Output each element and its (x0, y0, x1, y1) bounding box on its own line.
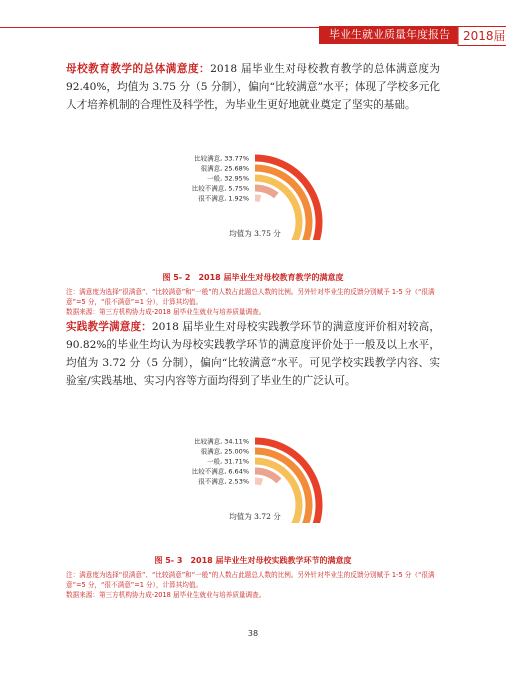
report-title (319, 26, 506, 44)
figure-caption-2: 图 5- 3 2018 届毕业生对母校实践教学环节的满意度 (154, 556, 352, 565)
chart2-label-3: 比较不满意, 6.64% (191, 467, 249, 476)
chart2-label-4: 很不满意, 2.53% (198, 477, 249, 486)
chart-practice-satisfaction (150, 423, 360, 523)
practice-satisfaction-heading: 实践教学满意度： (66, 321, 152, 333)
figure-note-1b: 数据来源：第三方机构协力成-2018 届毕业生就业与培养质量调查。 (66, 308, 266, 316)
overall-satisfaction-heading: 母校教育教学的总体满意度： (66, 63, 211, 75)
figure-notes-1 (66, 287, 446, 317)
radial-chart-1 (150, 140, 360, 240)
chart1-arc-4 (255, 198, 260, 199)
chart2-arc-4 (255, 481, 262, 482)
figure-note-1a: 注：满意度为选择“很满意”、“比较满意”和“一般”的人数占此题总人数的比例。另外针对毕业生的反馈分别赋予 1-5 分（“很满意”=5 分，“很不满意”=1 分），计算其均值。 (66, 288, 435, 306)
chart2-label-2: 一般, 31.71% (207, 457, 249, 466)
overall-satisfaction-body: 2018 届毕业生对母校教育教学的总体满意度为 92.40%，均值为 3.75 分（5 分制），偏向“比较满意”水平；体现了学校多元化人才培养机制的合理性及科学性，为毕业生更好地就业奠定了坚实的基础。 (66, 63, 441, 111)
report-year: 2018届 (458, 26, 506, 46)
chart1-arc-3 (255, 188, 276, 196)
chart1-label-4: 很不满意, 1.92% (198, 194, 249, 203)
practice-satisfaction-paragraph (66, 318, 440, 390)
figure-notes-2 (66, 570, 446, 600)
chart1-label-3: 比较不满意, 5.75% (191, 184, 249, 193)
chart1-mean-annotation: 均值为 3.75 分 (229, 229, 281, 238)
chart2-mean-annotation: 均值为 3.72 分 (229, 512, 281, 521)
chart-overall-satisfaction (150, 140, 360, 240)
chart1-label-0: 比较满意, 33.77% (194, 154, 249, 163)
chart1-label-1: 很满意, 25.68% (200, 164, 249, 173)
chart1-label-2: 一般, 32.95% (207, 174, 249, 183)
chart2-label-0: 比较满意, 34.11% (194, 437, 249, 446)
report-title-text: 毕业生就业质量年度报告 (329, 28, 450, 41)
page-number: 38 (247, 629, 259, 638)
radial-chart-2 (150, 423, 360, 523)
chart2-label-1: 很满意, 25.00% (200, 447, 249, 456)
figure-caption-1: 图 5- 2 2018 届毕业生对母校教育教学的满意度 (162, 273, 344, 282)
figure-note-2a: 注：满意度为选择“很满意”、“比较满意”和“一般”的人数占此题总人数的比例。另外针对毕业生的反馈分别赋予 1-5 分（“很满意”=5 分，“很不满意”=1 分），计算其均值。 (66, 571, 435, 589)
figure-note-2b: 数据来源：第三方机构协力成-2018 届毕业生就业与培养质量调查。 (66, 591, 266, 599)
overall-satisfaction-paragraph (66, 60, 440, 114)
practice-satisfaction-body: 2018 届毕业生对母校实践教学环节的满意度评价相对较高，90.82%的毕业生均认为母校实践教学环节的满意度评价处于一般及以上水平，均值为 3.72 分（5 分制），偏向“比较满意”水平。可见学校实践教学内容、实验室/实践基地、实习内容等方面均得到了毕业生的广泛认可。 (66, 321, 441, 387)
